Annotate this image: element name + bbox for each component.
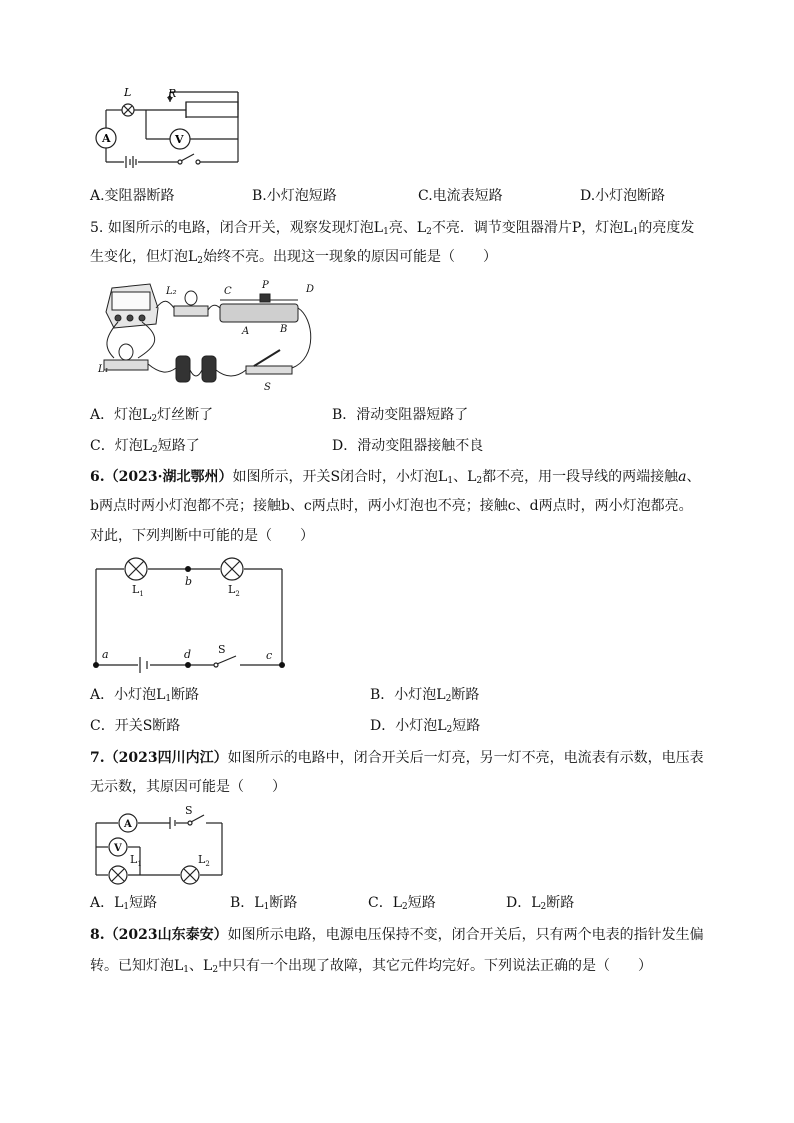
q5-option-d: D．滑动变阻器接触不良 <box>332 438 484 454</box>
q4-circuit-diagram <box>88 82 248 172</box>
q6-fig-label-b: b <box>185 575 193 588</box>
q7-stem-line2: 无示数，其原因可能是（ ） <box>90 779 286 795</box>
q6-stem-line2: b两点时两小灯泡都不亮；接触b、c两点时，两小灯泡也不亮；接触c、d两点时，两小灯泡都亮。 <box>90 498 693 514</box>
q7-stem-line1: 7.（2023四川内江）如图所示的电路中，闭合开关后一灯亮，另一灯不亮，电流表有示数，电压表 <box>90 750 704 766</box>
q6-option-d: D．小灯泡$L_2$短路 <box>370 718 481 735</box>
q5-fig-label-L2: L₂ <box>166 286 177 297</box>
q6-option-b: B．小灯泡$L_2$断路 <box>370 687 480 704</box>
q6-fig-label-L2: $L_2$ <box>228 583 240 598</box>
q6-fig-label-a: a <box>102 648 109 661</box>
lamp-l2-icon <box>221 558 243 580</box>
q7-number: 7. <box>90 750 105 766</box>
q7-option-d: D．$L_2$断路 <box>506 895 575 912</box>
fig4-label-R: R <box>168 87 177 100</box>
q5-option-c: C．灯泡$L_2$短路了 <box>90 438 200 455</box>
q6-option-c: C．开关S断路 <box>90 718 181 734</box>
q5-fig-label-B: B <box>280 324 288 335</box>
fig4-label-V: V <box>175 133 184 146</box>
q6-stem-line1: 6.（2023·湖北鄂州）如图所示，开关S闭合时，小灯泡$L_1$、$L_2$都不亮，用一段导线的两端接触a、 <box>90 469 701 486</box>
q7-option-a: A．$L_1$短路 <box>90 895 158 912</box>
q7-circuit-diagram <box>90 805 230 887</box>
q4-option-c: C.电流表短路 <box>418 188 503 204</box>
lamp-icon <box>122 104 134 116</box>
q5-apparatus-figure <box>94 278 330 398</box>
q6-stem-line3: 对此，下列判断中可能的是（ ） <box>90 528 314 544</box>
q5-fig-label-A: A <box>242 326 250 337</box>
q7-fig-label-L1: $L_1$ <box>130 853 142 868</box>
q7-option-b: B．$L_1$断路 <box>230 895 298 912</box>
q5-stem-line2: 生变化，但灯泡$L_2$始终不亮。出现这一现象的原因可能是（ ） <box>90 249 498 266</box>
q6-source: （2023·湖北鄂州） <box>104 469 233 485</box>
q4-option-a: A.变阻器断路 <box>90 188 175 204</box>
q6-fig-label-S: S <box>218 643 226 656</box>
q8-stem-line1: 8.（2023山东泰安）如图所示电路，电源电压保持不变，闭合开关后，只有两个电表的指针发生偏 <box>90 927 704 943</box>
q6-fig-label-L1: $L_1$ <box>132 583 144 598</box>
q8-stem-line2: 转。已知灯泡$L_1$、$L_2$中只有一个出现了故障，其它元件均完好。下列说法正确的是（ ） <box>90 958 653 975</box>
q7-source: （2023四川内江） <box>104 750 228 766</box>
lamp-l1-icon <box>125 558 147 580</box>
fig4-label-A: A <box>102 132 111 145</box>
q5-fig-label-D: D <box>306 284 315 295</box>
fig4-label-L: L <box>124 86 132 99</box>
q6-fig-label-c: c <box>266 649 273 662</box>
q7-fig-label-L2: $L_2$ <box>198 853 210 868</box>
q8-source: （2023山东泰安） <box>104 927 228 943</box>
q5-fig-label-L1: L₁ <box>98 364 109 375</box>
q4-option-b: B.小灯泡短路 <box>252 188 337 204</box>
q6-number: 6. <box>90 469 105 485</box>
q4-option-d: D.小灯泡断路 <box>580 188 666 204</box>
lamp-l2-icon <box>181 866 199 884</box>
q5-number: 5. <box>90 220 104 236</box>
q5-stem-line1: 5. 如图所示的电路，闭合开关，观察发现灯泡$L_1$亮、$L_2$不亮．调节变阻器滑片P，灯泡$L_1$的亮度发 <box>90 220 695 237</box>
q7-fig-label-V: V <box>114 843 122 854</box>
q5-fig-label-S: S <box>264 382 271 393</box>
q5-option-b: B．滑动变阻器短路了 <box>332 407 469 423</box>
lamp-l1-icon <box>109 866 127 884</box>
q5-fig-label-P: P <box>262 280 269 291</box>
q6-fig-label-d: d <box>184 648 192 661</box>
q6-option-a: A．小灯泡$L_1$断路 <box>90 687 200 704</box>
q8-number: 8. <box>90 927 105 943</box>
q6-circuit-diagram <box>90 555 290 673</box>
q5-option-a: A．灯泡$L_2$灯丝断了 <box>90 407 214 424</box>
q7-option-c: C．$L_2$短路 <box>368 895 436 912</box>
q7-fig-label-A: A <box>124 819 132 830</box>
q5-fig-label-C: C <box>224 286 232 297</box>
q7-fig-label-S: S <box>185 805 193 817</box>
